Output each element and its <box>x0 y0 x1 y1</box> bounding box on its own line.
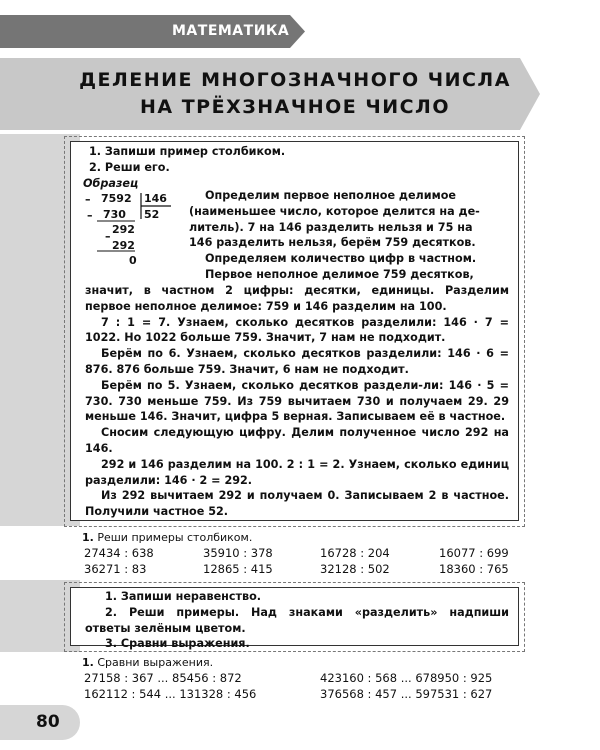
side-line-4: 146 разделить нельзя, берём 759 десятков. <box>189 236 476 250</box>
exercise-1-text: Реши примеры столбиком. <box>97 531 253 544</box>
ex1-r1-c3: 16728 : 204 <box>320 546 390 560</box>
ex1-r2-c3: 32128 : 502 <box>320 562 390 576</box>
remainder1: 292 <box>112 223 135 236</box>
tasks-box-item-1: 1. Запиши неравенство. <box>105 590 262 603</box>
subject-tag <box>0 15 305 48</box>
page-title-line2: НА ТРЁХЗНАЧНОЕ ЧИСЛО <box>140 96 450 118</box>
paragraph-4: Берём по 5. Узнаем, сколько десятков раздели-ли: 146 · 5 = 730. 730 меньше 759. Из 759 вычитаем 730 и получаем 29. 29 меньше 146. Значит, цифра 5 верная. Записываем её в частное. <box>85 378 509 424</box>
quotient: 52 <box>144 207 160 221</box>
long-division <box>83 191 183 276</box>
exercise-2-title <box>82 656 213 669</box>
svg-text:–: – <box>105 230 111 243</box>
side-line-2: (наименьшее число, которое делится на де- <box>189 204 480 218</box>
paragraph-3: Берём по 6. Узнаем, сколько десятков разделили: 146 · 6 = 876. 876 больше 759. Значит, 6 нам не подходит. <box>85 347 509 376</box>
exercise-2-number: 1. <box>82 656 94 669</box>
exercise-1-number: 1. <box>82 531 94 544</box>
step1-product: 730 <box>103 207 126 221</box>
tasks-box-item-2: 2. Реши примеры. Над знаками «разделить» надпиши ответы зелёным цветом. <box>85 605 509 635</box>
ex1-r1-c1: 27434 : 638 <box>84 546 154 560</box>
task-1: 1. Запиши пример столбиком. <box>89 145 286 158</box>
side-line-6: Первое неполное делимое 759 десятков, <box>205 267 474 281</box>
ex2-r2-c2: 376568 : 457 ... 597531 : 627 <box>320 687 493 701</box>
final-remainder: 0 <box>129 254 137 267</box>
page-number-tab <box>0 705 80 740</box>
ex1-r2-c4: 18360 : 765 <box>439 562 509 576</box>
exercise-1-title <box>82 531 252 544</box>
ex1-r2-c1: 36271 : 83 <box>84 562 147 576</box>
paragraph-2: 7 : 1 = 7. Узнаем, сколько десятков разделили: 146 · 7 = 1022. Но 1022 больше 759. Значит, 7 нам не подходит. <box>85 315 509 345</box>
ex1-r1-c4: 16077 : 699 <box>439 546 509 560</box>
svg-text:–: – <box>87 209 93 222</box>
ex2-r2-c1: 162112 : 544 ... 131328 : 456 <box>84 687 257 701</box>
exercise-2-text: Сравни выражения. <box>97 656 214 669</box>
subject-label: МАТЕМАТИКА <box>172 23 290 39</box>
paragraph-1: значит, в частном 2 цифры: десятки, единицы. Разделим первое неполное делимое: 759 и 146 разделим на 100. <box>85 284 509 313</box>
side-line-5: Определяем количество цифр в частном. <box>205 252 477 266</box>
explanation-box <box>70 141 519 521</box>
ex1-r2-c2: 12865 : 415 <box>203 562 273 576</box>
ex2-r1-c1: 27158 : 367 ... 85456 : 872 <box>84 671 242 685</box>
step2-product: 292 <box>112 238 135 252</box>
title-banner <box>0 58 600 130</box>
divisor: 146 <box>144 192 167 205</box>
paragraph-6: 292 и 146 разделим на 100. 2 : 1 = 2. Узнаем, сколько единиц разделили: 146 · 2 = 292. <box>85 457 509 487</box>
exercise-1-grid <box>84 546 544 582</box>
side-line-1: Определим первое неполное делимое <box>205 189 457 202</box>
ex1-r1-c2: 35910 : 378 <box>203 546 273 560</box>
ex2-r1-c2: 423160 : 568 ... 678950 : 925 <box>320 671 493 685</box>
task-2: 2. Реши его. <box>89 160 170 174</box>
dividend: 7592 <box>101 192 132 205</box>
paragraph-5: Сносим следующую цифру. Делим полученное число 292 на 146. <box>85 426 509 455</box>
svg-text:–: – <box>85 193 91 206</box>
page-title-line1: ДЕЛЕНИЕ МНОГОЗНАЧНОГО ЧИСЛА <box>79 69 511 91</box>
side-line-3: литель). 7 на 146 разделить нельзя и 75 на <box>189 220 473 234</box>
paragraph-7: Из 292 вычитаем 292 и получаем 0. Записываем 2 в частное. Получили частное 52. <box>85 489 509 519</box>
sample-label: Образец <box>83 176 139 190</box>
exercise-2-grid <box>84 671 544 707</box>
tasks-box <box>70 587 519 651</box>
page-number: 80 <box>36 712 60 732</box>
tasks-box-item-3: 3. Сравни выражения. <box>105 637 250 651</box>
